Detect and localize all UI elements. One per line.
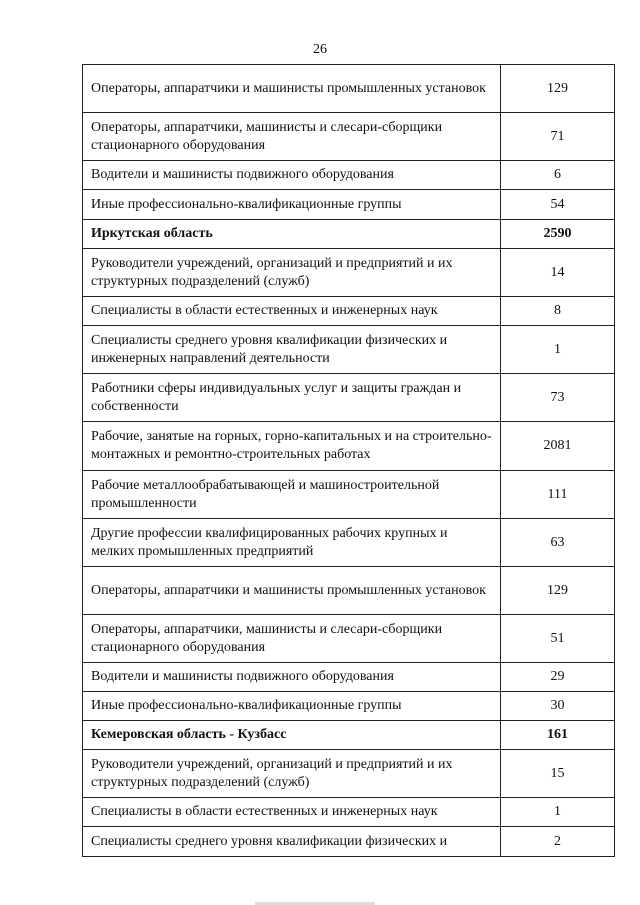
occupation-name: Руководители учреждений, организаций и предприятий и их структурных подразделений (служб)	[83, 249, 501, 297]
occupation-name: Операторы, аппаратчики и машинисты промышленных установок	[83, 567, 501, 615]
occupation-count: 111	[501, 471, 615, 519]
occupation-count: 129	[501, 567, 615, 615]
table-row	[83, 471, 615, 519]
occupation-count: 29	[501, 663, 615, 692]
occupation-name: Работники сферы индивидуальных услуг и защиты граждан и собственности	[83, 374, 501, 422]
occupation-name: Специалисты в области естественных и инженерных наук	[83, 798, 501, 827]
occupation-name: Иркутская область	[83, 220, 501, 249]
occupation-count: 14	[501, 249, 615, 297]
page-number: 26	[313, 42, 327, 57]
region-row	[83, 721, 615, 750]
occupation-table	[82, 64, 615, 857]
occupation-count: 129	[501, 65, 615, 113]
occupation-name: Иные профессионально-квалификационные группы	[83, 190, 501, 220]
occupation-count: 15	[501, 750, 615, 798]
table-row	[83, 113, 615, 161]
occupation-name: Операторы, аппаратчики, машинисты и слесари-сборщики стационарного оборудования	[83, 113, 501, 161]
occupation-name: Рабочие, занятые на горных, горно-капитальных и на строительно-монтажных и ремонтно-строительных работах	[83, 422, 501, 471]
table-row	[83, 519, 615, 567]
table-row	[83, 567, 615, 615]
table-row	[83, 663, 615, 692]
occupation-count: 6	[501, 161, 615, 190]
occupation-name: Операторы, аппаратчики и машинисты промышленных установок	[83, 65, 501, 113]
occupation-name: Другие профессии квалифицированных рабочих крупных и мелких промышленных предприятий	[83, 519, 501, 567]
table-row	[83, 161, 615, 190]
table-row	[83, 326, 615, 374]
occupation-count: 2081	[501, 422, 615, 471]
occupation-name: Специалисты среднего уровня квалификации физических и	[83, 827, 501, 857]
table-row	[83, 615, 615, 663]
table-row	[83, 65, 615, 113]
occupation-count: 2	[501, 827, 615, 857]
table-row	[83, 190, 615, 220]
occupation-count: 2590	[501, 220, 615, 249]
occupation-count: 1	[501, 798, 615, 827]
occupation-name: Руководители учреждений, организаций и предприятий и их структурных подразделений (служб)	[83, 750, 501, 798]
occupation-count: 71	[501, 113, 615, 161]
occupation-count: 73	[501, 374, 615, 422]
occupation-name: Специалисты в области естественных и инженерных наук	[83, 297, 501, 326]
table-row	[83, 692, 615, 721]
occupation-name: Кемеровская область - Кузбасс	[83, 721, 501, 750]
occupation-count: 54	[501, 190, 615, 220]
occupation-name: Водители и машинисты подвижного оборудования	[83, 663, 501, 692]
occupation-count: 1	[501, 326, 615, 374]
table-row	[83, 249, 615, 297]
occupation-name: Специалисты среднего уровня квалификации физических и инженерных направлений деятельности	[83, 326, 501, 374]
occupation-name: Иные профессионально-квалификационные группы	[83, 692, 501, 721]
occupation-count: 51	[501, 615, 615, 663]
occupation-count: 63	[501, 519, 615, 567]
table-row	[83, 798, 615, 827]
occupation-name: Рабочие металлообрабатывающей и машиностроительной промышленности	[83, 471, 501, 519]
region-row	[83, 220, 615, 249]
table-row	[83, 374, 615, 422]
occupation-name: Операторы, аппаратчики, машинисты и слесари-сборщики стационарного оборудования	[83, 615, 501, 663]
table-row	[83, 422, 615, 471]
occupation-name: Водители и машинисты подвижного оборудования	[83, 161, 501, 190]
occupation-count: 8	[501, 297, 615, 326]
table-row	[83, 750, 615, 798]
table-row	[83, 827, 615, 857]
table-row	[83, 297, 615, 326]
occupation-count: 161	[501, 721, 615, 750]
occupation-count: 30	[501, 692, 615, 721]
